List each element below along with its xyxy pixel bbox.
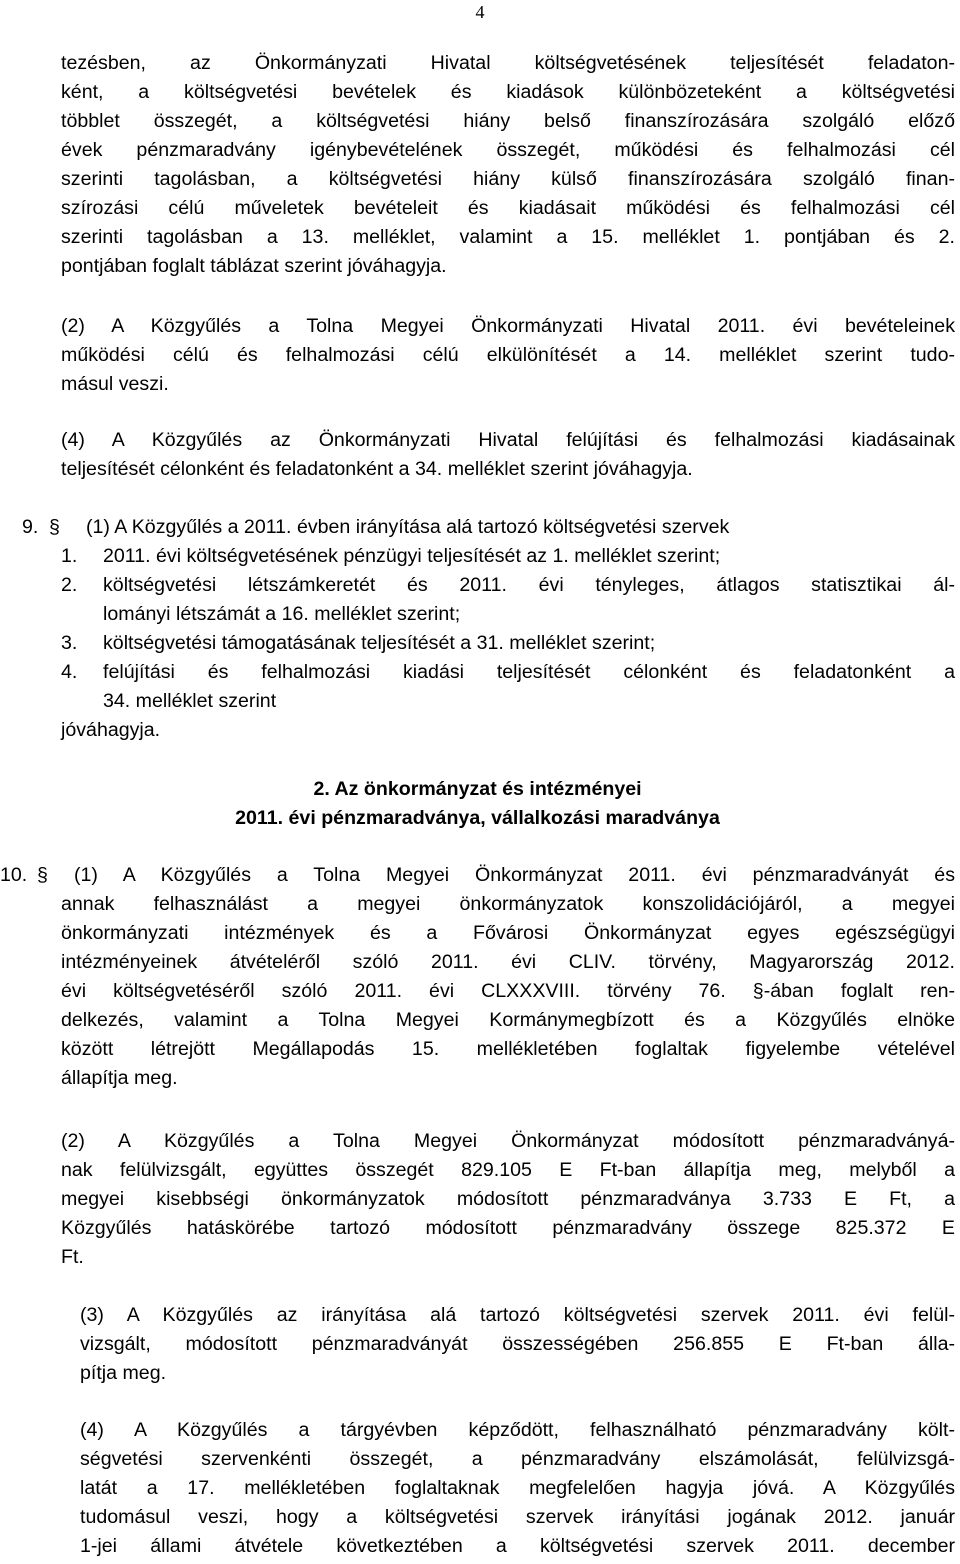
text-line: szerinti tagolásban, a költségvetési hiány külső finanszírozására szolgáló finan-	[61, 168, 955, 190]
text-line: szerinti tagolásban a 13. melléklet, valamint a 15. melléklet 1. pontjában és 2.	[61, 226, 955, 248]
text-line: tudomásul veszi, hogy a költségvetési szervek irányítási jogának 2012. január	[80, 1506, 955, 1528]
section-9	[22, 513, 957, 542]
list-text: költségvetési támogatásának teljesítését a 31. melléklet szerint;	[103, 632, 656, 654]
text-line: ként, a költségvetési bevételek és kiadások különbözeteként a költségvetési	[61, 81, 955, 103]
text-line: önkormányzati intézmények és a Fővárosi Önkormányzat egyes egészségügyi	[61, 922, 955, 944]
text-line: szírozási célú műveletek bevételeit és kiadásait működési és felhalmozási cél	[61, 197, 955, 219]
text-line: 1-jei állami átvétele következtében a költségvetési szervek 2011. december	[80, 1535, 955, 1557]
section-10-first-line	[0, 861, 955, 890]
list-text: 34. melléklet szerint	[103, 690, 277, 712]
section-10-header	[0, 861, 955, 890]
paragraph-2	[61, 312, 955, 399]
list-item	[61, 542, 955, 571]
page-number: 4	[475, 2, 485, 22]
text-line: (2) A Közgyűlés a Tolna Megyei Önkormányzat módosított pénzmaradványá-	[61, 1130, 955, 1152]
list-item	[61, 571, 955, 629]
list-text: költségvetési létszámkeretét és 2011. évi tényleges, átlagos statisztikai ál-	[103, 574, 955, 596]
section-9-list	[61, 542, 955, 745]
text-line: intézményeinek átvételéről szóló 2011. évi CLIV. törvény, Magyarország 2012.	[61, 951, 955, 973]
list-text: felújítási és felhalmozási kiadási teljesítését célonként és feladatonként a	[103, 661, 955, 683]
section-heading-line-1: 2. Az önkormányzat és intézményei	[313, 778, 642, 800]
list-text: 2011. évi költségvetésének pénzügyi teljesítését az 1. melléklet szerint;	[103, 545, 721, 567]
text-line: (3) A Közgyűlés az irányítása alá tartozó költségvetési szervek 2011. évi felül-	[80, 1304, 955, 1326]
text-line: (2) A Közgyűlés a Tolna Megyei Önkormányzati Hivatal 2011. évi bevételeinek	[61, 315, 955, 337]
list-line	[61, 658, 955, 687]
section-sign: §	[49, 516, 60, 538]
section-heading-line-2: 2011. évi pénzmaradványa, vállalkozási maradványa	[235, 807, 720, 829]
text-line: évi költségvetéséről szóló 2011. évi CLXXXVIII. törvény 76. §-ában foglalt ren-	[61, 980, 955, 1002]
text-line: megyei kisebbségi önkormányzatok módosított pénzmaradványa 3.733 E Ft, a	[61, 1188, 955, 1210]
text-line: (4) A Közgyűlés a tárgyévben képződött, felhasználható pénzmaradvány költ-	[80, 1419, 955, 1441]
paragraph-3	[61, 426, 955, 484]
text-line: működési célú és felhalmozási célú elkülönítését a 14. melléklet szerint tudo-	[61, 344, 955, 366]
section-9-header	[22, 513, 957, 542]
text-line: Ft.	[61, 1246, 84, 1268]
paragraph-10-3	[80, 1301, 955, 1388]
text-line: (4) A Közgyűlés az Önkormányzati Hivatal felújítási és felhalmozási kiadásainak	[61, 429, 955, 451]
list-line	[61, 571, 955, 600]
text-line: delkezés, valamint a Tolna Megyei Kormánymegbízott és a Közgyűlés elnöke	[61, 1009, 955, 1031]
list-number: 2.	[61, 574, 78, 596]
section-number: 10.	[0, 864, 28, 886]
text-line: évek pénzmaradvány igénybevételének összegét, működési és felhalmozási cél	[61, 139, 955, 161]
section-sign: §	[37, 864, 48, 886]
list-item	[61, 658, 955, 716]
text-line: ségvetési szervenkénti összegét, a pénzmaradvány elszámolását, felülvizsgá-	[80, 1448, 955, 1470]
list-closing: jóváhagyja.	[61, 719, 161, 741]
text-line: vizsgált, módosított pénzmaradványát összességében 256.855 E Ft-ban álla-	[80, 1333, 955, 1355]
paragraph-1	[61, 49, 955, 281]
text-line: annak felhasználást a megyei önkormányzatok konszolidációjáról, a megyei	[61, 893, 955, 915]
section-intro: (1) A Közgyűlés a Tolna Megyei Önkormányzat 2011. évi pénzmaradványát és	[74, 864, 955, 886]
paragraph-10-2	[61, 1127, 955, 1272]
text-line: Közgyűlés hatáskörébe tartozó módosított pénzmaradvány összege 825.372 E	[61, 1217, 955, 1239]
text-line: pítja meg.	[80, 1362, 167, 1384]
list-text: lományi létszámát a 16. melléklet szerint;	[103, 603, 461, 625]
text-line: latát a 17. mellékletében foglaltaknak megfelelően hagyja jóvá. A Közgyűlés	[80, 1477, 955, 1499]
list-number: 4.	[61, 661, 78, 683]
text-line: többlet összegét, a költségvetési hiány belső finanszírozására szolgáló előző	[61, 110, 955, 132]
text-line: pontjában foglalt táblázat szerint jóváhagyja.	[61, 255, 447, 277]
text-line: tezésben, az Önkormányzati Hivatal költségvetésének teljesítését feladaton-	[61, 52, 955, 74]
section-number: 9.	[22, 516, 39, 538]
text-line: nak felülvizsgált, együttes összegét 829.105 E Ft-ban állapítja meg, melyből a	[61, 1159, 955, 1181]
list-number: 1.	[61, 545, 78, 567]
text-line: másul veszi.	[61, 373, 169, 395]
list-number: 3.	[61, 632, 78, 654]
text-line: állapítja meg.	[61, 1067, 178, 1089]
text-line: teljesítését célonként és feladatonként a 34. melléklet szerint jóváhagyja.	[61, 458, 693, 480]
text-line: között létrejött Megállapodás 15. mellékletében foglaltak figyelembe vételével	[61, 1038, 955, 1060]
paragraph-10-4	[80, 1416, 955, 1561]
list-item	[61, 629, 955, 658]
section-10-body	[61, 890, 955, 1093]
section-intro: (1) A Közgyűlés a 2011. évben irányítása alá tartozó költségvetési szervek	[86, 516, 730, 538]
